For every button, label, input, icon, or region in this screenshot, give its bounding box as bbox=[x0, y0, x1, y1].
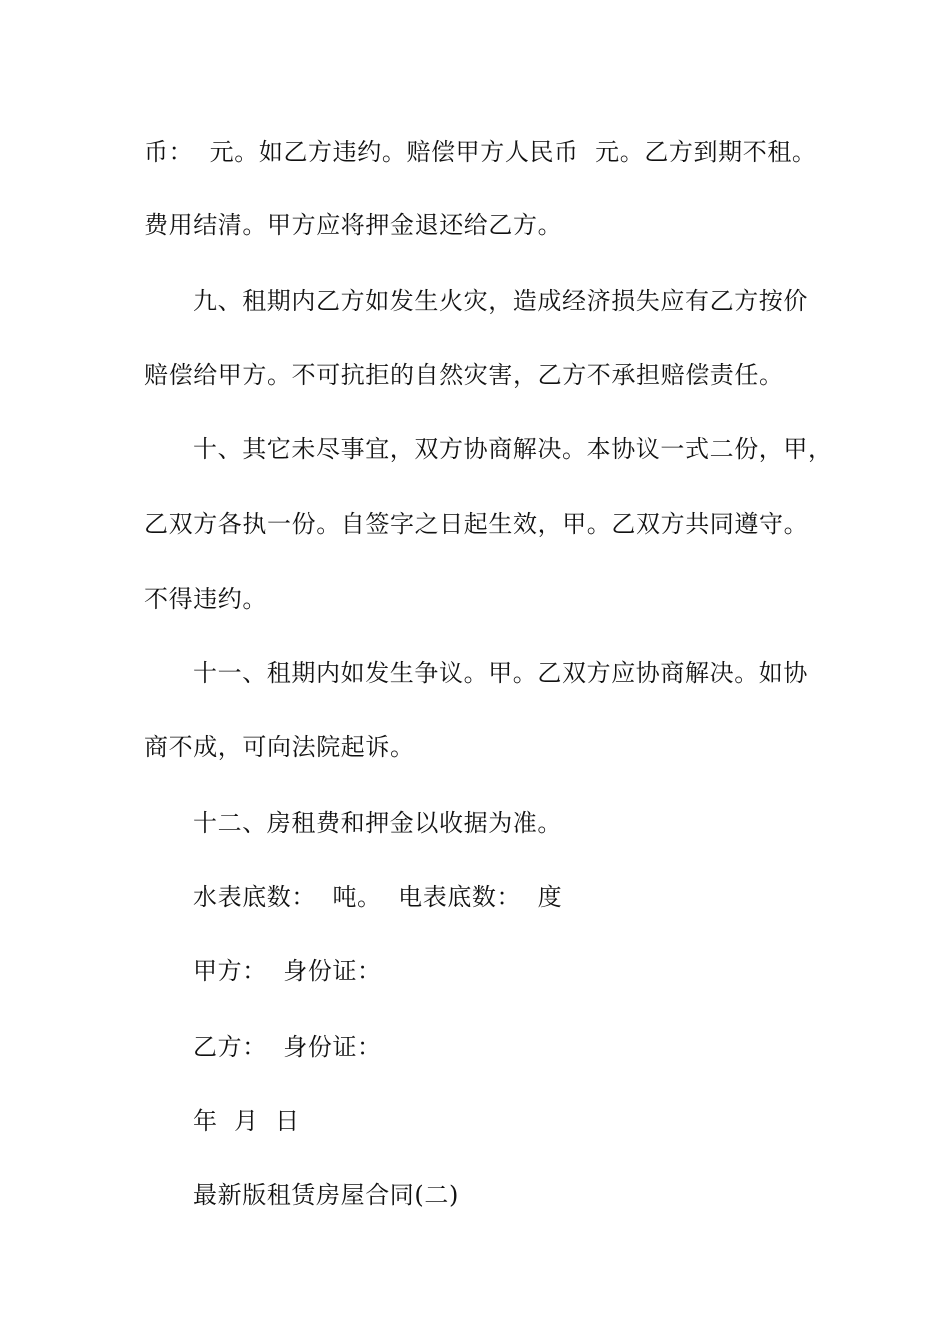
paragraph-8-continuation-line-1: 币： 元。如乙方违约。赔偿甲方人民币 元。乙方到期不租。 bbox=[144, 138, 817, 166]
next-contract-title: 最新版租赁房屋合同(二) bbox=[193, 1181, 459, 1209]
clause-9-line-1: 九、租期内乙方如发生火灾，造成经济损失应有乙方按价 bbox=[193, 287, 808, 315]
paragraph-8-continuation-line-2: 费用结清。甲方应将押金退还给乙方。 bbox=[144, 211, 563, 239]
clause-10-line-3: 不得违约。 bbox=[144, 585, 267, 613]
clause-10-line-2: 乙双方各执一份。自签字之日起生效，甲。乙双方共同遵守。 bbox=[144, 510, 809, 538]
clause-12-line: 十二、房租费和押金以收据为准。 bbox=[193, 809, 562, 837]
clause-9-line-2: 赔偿给甲方。不可抗拒的自然灾害，乙方不承担赔偿责任。 bbox=[144, 361, 784, 389]
meter-readings-line: 水表底数： 吨。 电表底数： 度 bbox=[193, 883, 563, 911]
clause-11-line-2: 商不成，可向法院起诉。 bbox=[144, 733, 415, 761]
clause-10-line-1: 十、其它未尽事宜，双方协商解决。本协议一式二份，甲， bbox=[193, 435, 833, 463]
clause-11-line-1: 十一、租期内如发生争议。甲。乙双方应协商解决。如协 bbox=[193, 659, 808, 687]
date-line: 年 月 日 bbox=[193, 1107, 300, 1135]
party-a-signature-line: 甲方： 身份证： bbox=[193, 957, 382, 985]
party-b-signature-line: 乙方： 身份证： bbox=[193, 1033, 382, 1061]
